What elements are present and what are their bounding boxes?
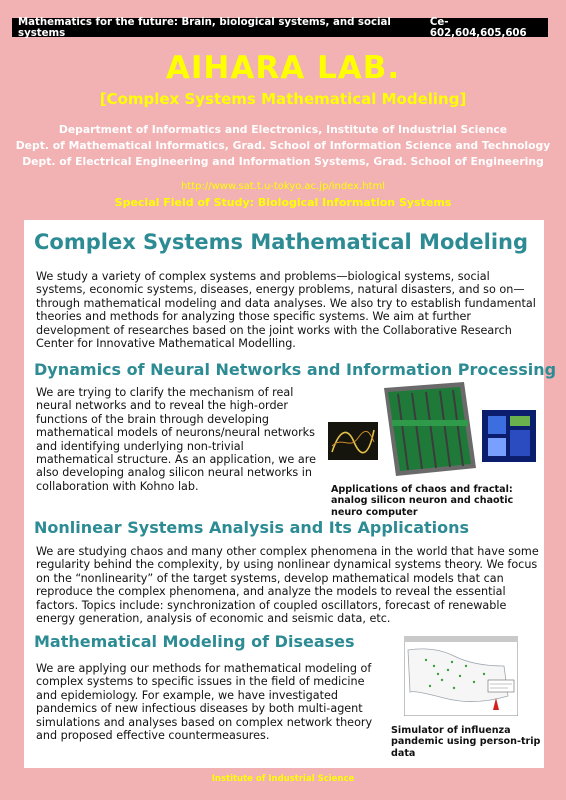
main-title: Complex Systems Mathematical Modeling xyxy=(34,230,529,254)
special-field: Special Field of Study: Biological Information Systems xyxy=(114,196,452,209)
department-line: Dept. of Electrical Engineering and Information Systems, Grad. School of Engineering xyxy=(22,155,544,168)
neural-figure-caption: Applications of chaos and fractal: analog silicon neuron and chaotic neuro computer xyxy=(331,484,514,518)
department-line: Department of Informatics and Electronics, Institute of Industrial Science xyxy=(58,123,508,136)
section-text-diseases: We are applying our methods for mathematical modeling of complex systems to specific issues in the field of medicine and epidemiology. For example, we have investigated pandemics of new infectious diseases by both multi-agent simulations and analyses based on complex network theory and proposed effective countermeasures. xyxy=(36,662,373,743)
header-bar xyxy=(12,18,548,37)
silicon-chip-image xyxy=(482,410,536,462)
section-text-nonlinear: We are studying chaos and many other complex phenomena in the world that have some regularity behind the complexity, by using nonlinear dynamical systems theory. We focus on the “nonlinearity” of the target systems, develop mathematical models that can reproduce the complex phenomena, and analyze the models to reveal the essential factors. Topics include: synchronization of coupled oscillators, forecast of renewable energy generation, analysis of economic and seismic data, etc. xyxy=(36,545,539,626)
lab-title: AIHARA LAB. xyxy=(165,50,401,86)
lab-subtitle: [Complex Systems Mathematical Modeling] xyxy=(99,90,467,108)
neural-hardware-photo xyxy=(326,380,538,480)
pandemic-simulator-screenshot xyxy=(404,636,518,716)
intro-text: We study a variety of complex systems and problems—biological systems, social systems, economic systems, diseases, energy problems, natural disasters, and so on—through mathematical modeling and data analyses. We also try to establish fundamental theories and methods for analyzing those specific systems. We aim at further development of researches based on the joint works with the Collaborative Research Center for Innovative Mathematical Modelling. xyxy=(36,270,536,351)
department-list xyxy=(0,122,566,170)
footer-institute: Institute of Industrial Science xyxy=(211,774,355,784)
lab-url-link[interactable]: http://www.sat.t.u-tokyo.ac.jp/index.html xyxy=(180,181,386,192)
neuro-computer-rack-image xyxy=(384,382,476,476)
section-title-diseases: Mathematical Modeling of Diseases xyxy=(34,632,355,651)
series-title: Mathematics for the future: Brain, biological systems, and social systems xyxy=(18,16,391,39)
disease-figure-caption: Simulator of influenza pandemic using person-trip data xyxy=(391,725,541,759)
section-text-neural: We are trying to clarify the mechanism of real neural networks and to reveal the high-order functions of the brain through developing mathematical models of neurons/neural networks and identifying underlying non-trivial mathematical structure. As an application, we are also developing analog silicon neural networks in collaboration with Kohno lab. xyxy=(36,386,316,493)
department-line: Dept. of Mathematical Informatics, Grad. School of Information Science and Technology xyxy=(15,139,551,152)
content-panel xyxy=(24,220,557,768)
oscilloscope-trace-image xyxy=(328,422,378,460)
section-title-nonlinear: Nonlinear Systems Analysis and Its Applications xyxy=(34,518,470,537)
poster-code: Ce-602,604,605,606 xyxy=(429,16,527,39)
section-title-neural: Dynamics of Neural Networks and Information Processing xyxy=(34,360,557,379)
